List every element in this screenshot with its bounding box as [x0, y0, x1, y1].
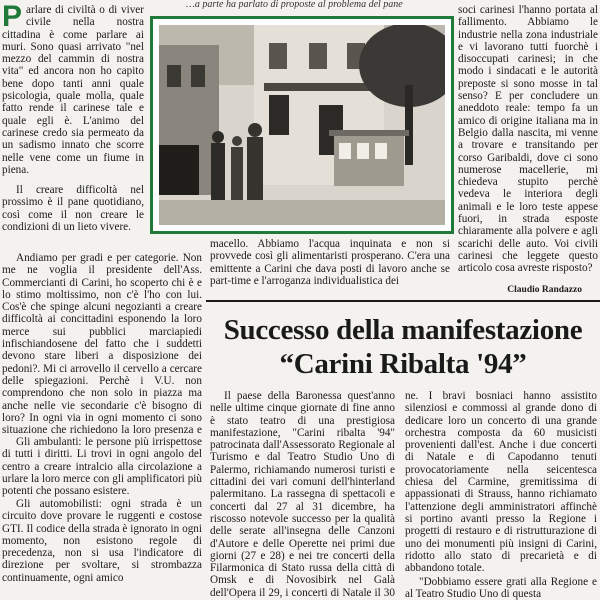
article2-headline	[206, 300, 600, 390]
article2-col2-quote: "Dobbiamo essere grati alla Regione e al Teatro Studio Uno di questa	[405, 576, 597, 600]
street-photo	[159, 25, 445, 225]
right-column	[458, 4, 598, 280]
article2-col2-text: ne. I bravi bosniaci hanno assistito silenziosi e commossi al grande dono di dedicare loro un concerto di una grande orchestra composta da 60 musicisti provenienti dall'est. Anche i due concerti di Natale e di Capodanno tenuti provocatoriamente nella seicentesca chiesa del Carmine, gremitissima di appassionati di Strauss, hanno richiamato l'attenzione degli amministratori affinchè si portino avanti presso la Regione i progetti di restauro e di ristrutturazione di uno dei monumenti più insigni di Carini, ridotto allo stato di precarietà e di abbandono totale.	[405, 390, 597, 575]
left-column	[2, 4, 144, 246]
article2-column-2	[405, 390, 597, 600]
left-paragraph-1	[2, 4, 144, 184]
right-paragraph: soci carinesi l'hanno portata al fallimento. Abbiamo le industrie nella zona industriale e vi lavorano tutti fuorchè i disoccupati carinesi; in che modo i sindacati e le autorità preposte si sono mosse in tal senso? E per concludere un aneddoto reale: tempo fa un amico di origine italiana ma in Belgio dalla nascita, mi venne a trovare e transitando per corso Garibaldi, dove ci sono numerose macellerie, mi chiedeva stupito perchè vedeva le interiora degli animali e le loro teste appese fuori, in strada esposte chiaramente alla polvere e agli scarichi delle auto. Voi civili carinesi che leggete questo articolo cosa avreste risposto?	[458, 4, 598, 275]
left-paragraph-5: Gli automobilisti: ogni strada è un circuito dove provare le ruggenti e costose GTI. Il codice della strada è ignorato in ogni momento, non esistono regole di precedenza, non si usa l'indicatore di direzione per svoltare, si strombazza continuamente, ogni amico	[2, 498, 202, 584]
left-paragraph-2: Il creare difficoltà nel prossimo è il pane quotidiano, così come il non creare le condizioni di un lieto vivere.	[2, 184, 144, 233]
author-byline: Claudio Randazzo	[507, 285, 582, 295]
left-paragraph-4: Gli ambulanti: le persone più irrispettose di tutti i diritti. Li trovi in ogni angolo del centro a creare intralcio alla circolazione a urlare la loro merce con gli amplificatori più potenti che possano esistere.	[2, 436, 202, 498]
photo-frame	[150, 16, 454, 234]
header-partial-line: …a parte ha parlato di proposte al problema del pane	[186, 0, 403, 9]
left-column-lower	[2, 252, 202, 598]
middle-text: macello. Abbiamo l'acqua inquinata e non si provvede così gli alimentaristi prosperano. C'era una emittente a Carini che dava posti di lavoro anche se part-time e l'arroganza individualistica dei	[210, 238, 450, 287]
street-scene-illustration	[159, 25, 445, 225]
left-paragraph-3: Andiamo per gradi e per categorie. Non me ne voglia il presidente dell'Ass. Commercianti di Carini, ho scoperto chi è e lo stimo moltissimo, non c'è l'ho con lui. Cos'è che spinge alcuni negozianti a creare difficoltà ai concittadini esponendo la loro merce sui pubblici marciapiedi infischiandosene del fatto che i suddetti devono stare liberi a disposizione dei pedoni?. Mi ci arrovello il cervello a cercare delle spiegazioni. Perchè i V.U. non comprendono che non solo in piazza ma anche nelle vie secondarie c'è bisogno di loro? In ogni via in ogni momento ci sono situazione che richiedono la loro presenza e	[2, 252, 202, 436]
headline-line-2: “Carini Ribalta '94”	[279, 348, 527, 380]
dropcap-letter: P	[2, 4, 23, 33]
article2-column-1	[210, 390, 395, 598]
article2-col1-text: Il paese della Baronessa quest'anno nelle ultime cinque giornate di fine anno è stato teatro di una prestigiosa manifestazione, "Carini ribalta '94" patrocinata dall'Assessorato Regionale al Turismo e dal Teatro Studio Uno di Palermo, richiamando numerosi turisti e cittadini dei vari comuni dell'hinterland palermitano. La rassegna di spettacoli e concerti dal 27 al 31 dicembre, ha riscosso notevole successo per la qualità delle serate all'insegna delle Canzoni d'Autore e delle Operette nei primi due giorni (27 e 28) e nei tre concerti della Filarmonica di Stato russa della città di Omsk e di Novosibirk nel Galà dell'Opera il 29, i concerti di Natale il 30	[210, 390, 395, 598]
headline-line-1: Successo della manifestazione	[223, 314, 583, 346]
left-paragraph-1-text: arlare di civiltà o di viver civile nella nostra cittadina è come parlare ai muri. Sono quasi arrivato "nel mezzo del cammin di nostra vita" ed ancora non ho capito bene dopo tanti anni quale psicologia, quale molla, quale fatto rende il carinese tale e quale egli è. L'animo del carinese credo sia permeato da un sadismo innato che scorre nelle vene come un fiume in piena.	[2, 4, 144, 176]
